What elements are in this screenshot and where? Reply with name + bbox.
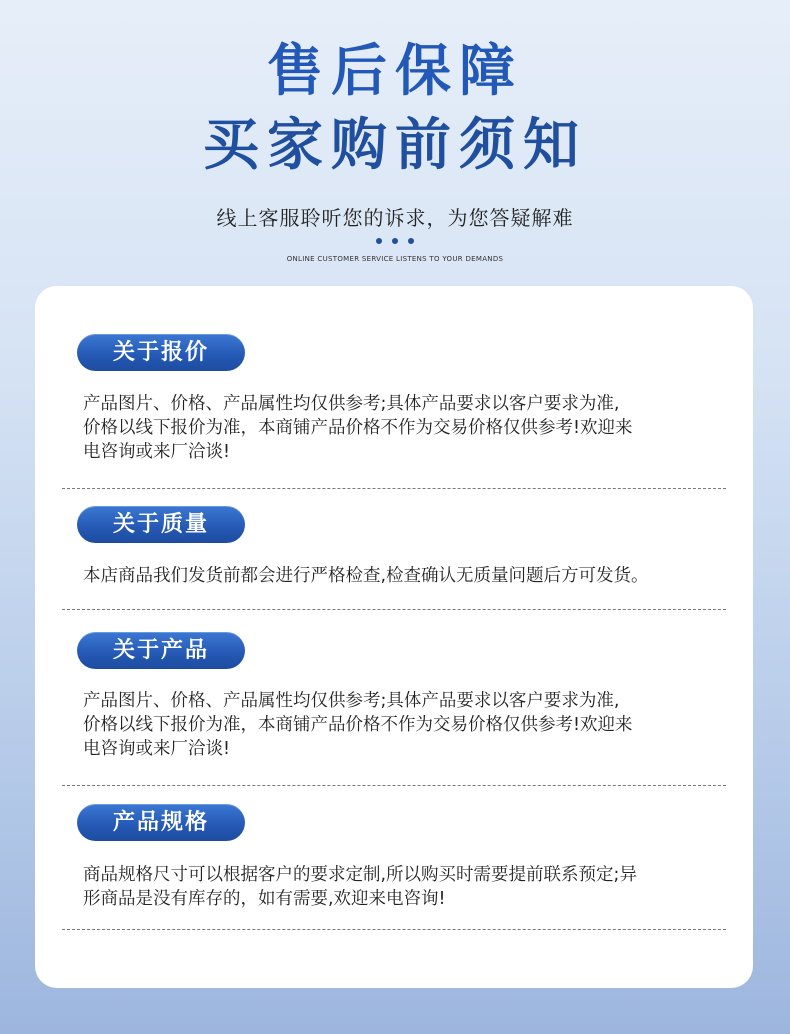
section-heading-badge: 关于质量 [77,506,245,543]
section-heading-badge: 产品规格 [77,804,245,841]
page-subtitle-title: 买家购前须知 [203,113,587,178]
section-body: 产品图片、价格、产品属性均仅供参考;具体产品要求以客户要求为准, 价格以线下报价为准，本商铺产品价格不作为交易价格仅供参考!欢迎来 电咨询或来厂洽谈! [83,691,633,759]
dot-icon [408,238,414,244]
section-heading-badge: 关于产品 [77,632,245,669]
section-body: 产品图片、价格、产品属性均仅供参考;具体产品要求以客户要求为准, 价格以线下报价为准，本商铺产品价格不作为交易价格仅供参考!欢迎来 电咨询或来厂洽谈! [83,394,633,462]
page-title: 售后保障 [267,39,523,104]
dot-icon [376,238,382,244]
tagline: 线上客服聆听您的诉求，为您答疑解难 [216,206,574,230]
section-divider [62,929,726,930]
dots-decoration [0,238,790,244]
section-divider [62,488,726,489]
section-body: 本店商品我们发货前都会进行严格检查,检查确认无质量问题后方可发货。 [83,566,649,586]
section-body: 商品规格尺寸可以根据客户的要求定制,所以购买时需要提前联系预定;异 形商品是没有库存的，如有需要,欢迎来电咨询! [83,865,637,909]
section-divider [62,609,726,610]
dot-icon [392,238,398,244]
section-divider [62,785,726,786]
section-heading-badge: 关于报价 [77,334,245,371]
info-card [35,286,753,988]
tagline-english: ONLINE CUSTOMER SERVICE LISTENS TO YOUR DEMANDS [286,255,504,263]
